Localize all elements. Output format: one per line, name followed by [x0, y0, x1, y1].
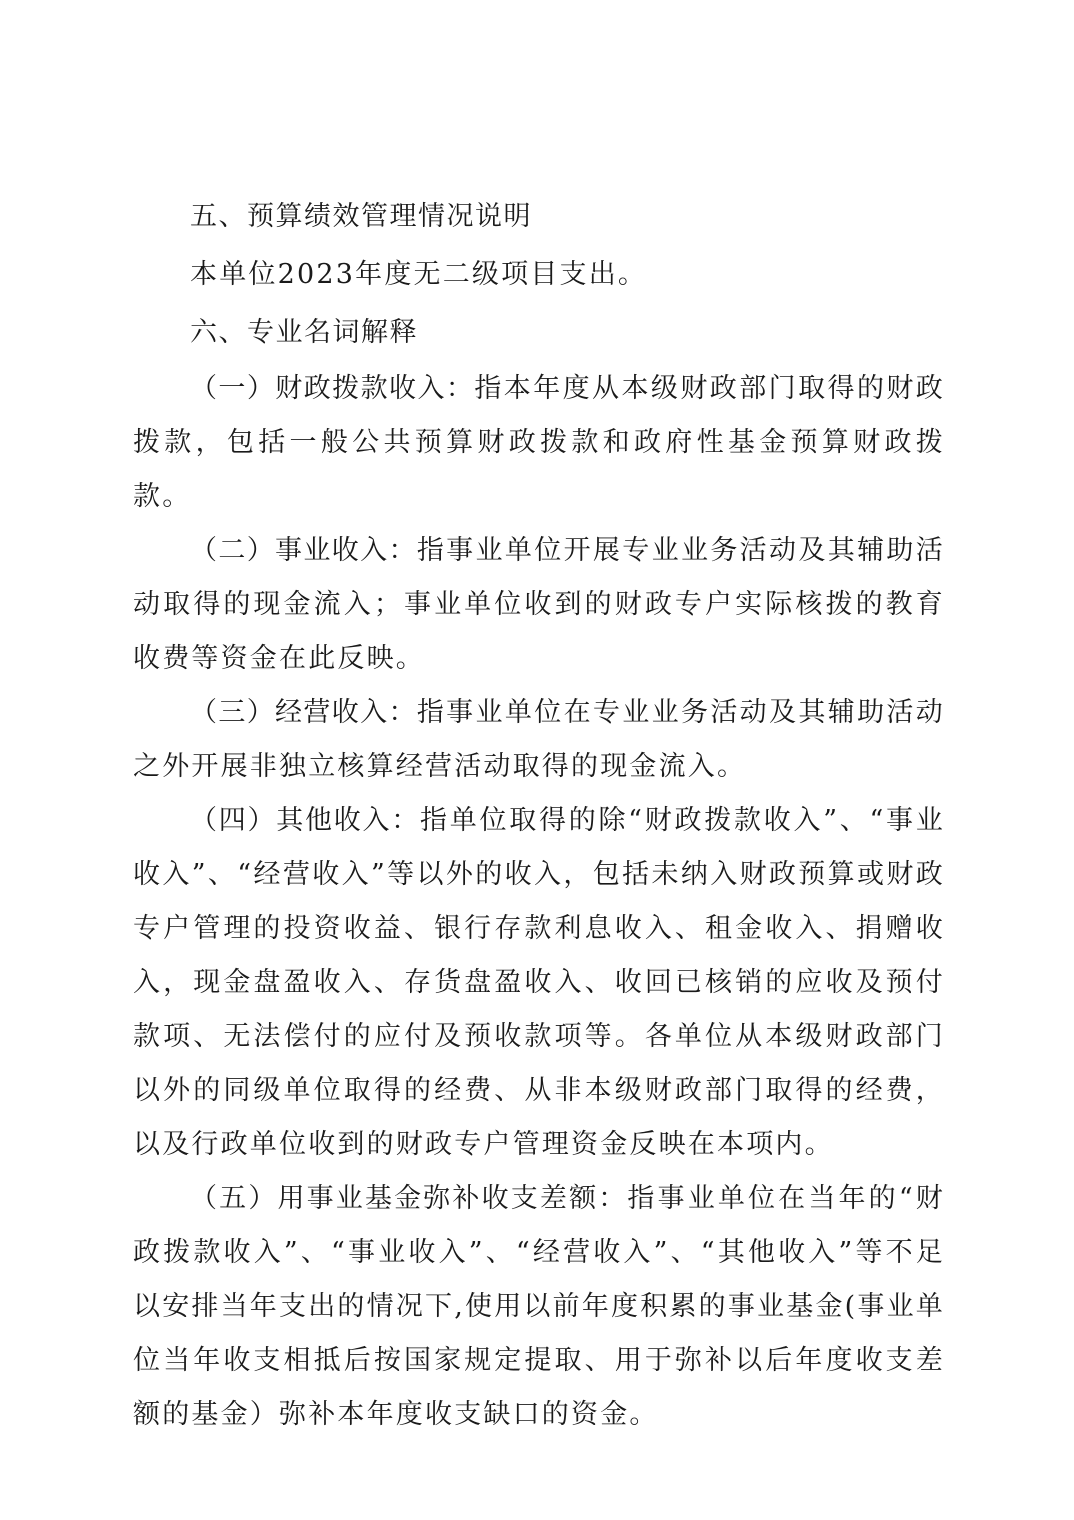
term-definition: 指单位取得的除“财政拨款收入”、“事业收入”、“经营收入”等以外的收入，包括未纳入财政预算或财政专户管理的投资收益、银行存款利息收入、租金收入、捐赠收入，现金盘盈收入、存货盘盈收入、收回已核销的应收及预付款项、无法偿付的应付及预收款项等。各单位从本级财政部门以外的同级单位取得的经费、从非本级财政部门取得的经费，以及行政单位收到的财政专户管理资金反映在本项内。	[133, 805, 945, 1160]
term-definition: 指事业单位开展专业业务活动及其辅助活动取得的现金流入；事业单位收到的财政专户实际核拨的教育收费等资金在此反映。	[133, 535, 945, 674]
term-label: （五）用事业基金弥补收支差额：	[190, 1183, 628, 1214]
section-heading-budget-performance: 五、预算绩效管理情况说明	[190, 201, 532, 232]
term-label: （四）其他收入：	[190, 805, 420, 836]
term-label: （三）经营收入：	[190, 697, 417, 728]
term-label: （一）财政拨款收入：	[190, 373, 475, 404]
term-paragraph-operating-income	[133, 686, 945, 794]
term-definition: 指事业单位在专业业务活动及其辅助活动之外开展非独立核算经营活动取得的现金流入。	[133, 697, 945, 782]
term-paragraph-business-income	[133, 524, 945, 686]
term-paragraph-fiscal-appropriation-income	[133, 362, 945, 524]
document-body	[133, 190, 945, 1442]
term-label: （二）事业收入：	[190, 535, 417, 566]
term-definition: 指本年度从本级财政部门取得的财政拨款，包括一般公共预算财政拨款和政府性基金预算财政拨款。	[133, 373, 946, 512]
section-paragraph-budget-performance: 本单位2023年度无二级项目支出。	[190, 259, 648, 290]
section-heading-term-definitions: 六、专业名词解释	[190, 317, 418, 348]
term-paragraph-other-income	[133, 794, 945, 1172]
term-definition: 指事业单位在当年的“财政拨款收入”、“事业收入”、“经营收入”、“其他收入”等不足以安排当年支出的情况下,使用以前年度积累的事业基金(事业单位当年收支相抵后按国家规定提取、用于弥补以后年度收支差额的基金）弥补本年度收支缺口的资金。	[133, 1183, 945, 1430]
term-paragraph-business-fund-offset	[133, 1172, 945, 1442]
